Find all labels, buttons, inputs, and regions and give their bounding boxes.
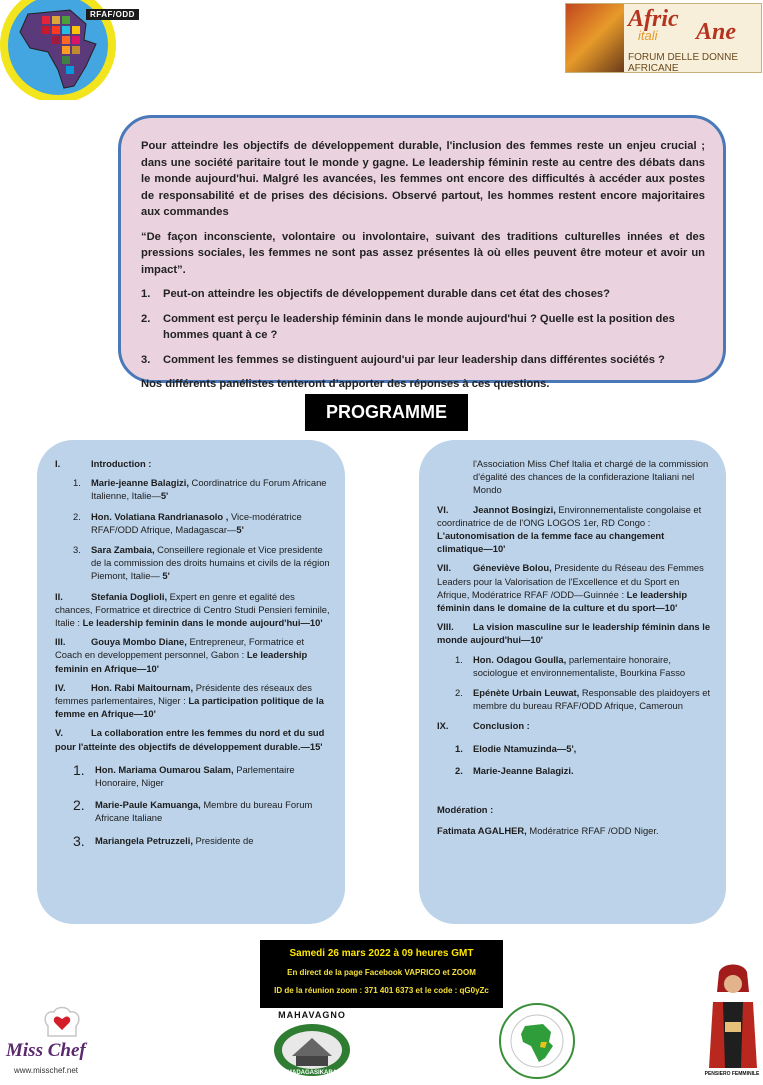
chef-hat-heart-icon	[42, 1006, 82, 1040]
question-text: Comment les femmes se distinguent aujourd'ui par leur leadership dans différentes sociétés ?	[163, 353, 665, 366]
speaker-name: Hon. Volatiana Randrianasolo ,	[91, 510, 229, 522]
item-number: 1.	[455, 742, 463, 754]
section-number: VII.	[437, 562, 452, 574]
question-item	[141, 352, 705, 369]
vaprico-africa-icon	[497, 1002, 577, 1080]
africane-word-itali: itali	[638, 28, 658, 43]
speaker-item	[73, 510, 331, 536]
section-title: Conclusion :	[473, 720, 530, 732]
item-number: 1.	[455, 653, 463, 665]
speaker-name: Gouya Mombo Diane,	[91, 636, 187, 648]
item-number: 1.	[73, 477, 81, 489]
speaker-name: Epénète Urbain Leuwat,	[473, 687, 580, 699]
event-zoom-id: ID de la réunion zoom : 371 401 6373 et le code : qG0yZc	[274, 986, 489, 995]
question-item	[141, 286, 705, 303]
mahavagno-logo	[262, 1010, 362, 1080]
speaker-desc: Présidente des réseaux des femmes parlementaires, Niger :	[55, 681, 312, 707]
section-5	[55, 726, 331, 752]
session-topic: Le leadership feminin en Afrique—10'	[55, 649, 308, 674]
moderator-name: Fatimata AGALHER,	[437, 825, 527, 837]
speaker-time: 5'	[236, 523, 244, 535]
speaker-desc: Expert en genre et egalité des chances, Formatrice et directrice di Centro Studi Pensieri feminile, Italie :	[55, 590, 330, 629]
section-title: La collaboration entre les femmes du nord et du sud pour l'atteinte des objectifs de développement durable.—15'	[55, 727, 325, 752]
section-number: VI.	[437, 503, 449, 515]
speaker-desc: Conseillere regionale et Vice presidente de la commission des droits humains et civils de la région Piemont, Italie—	[91, 544, 330, 582]
session-topic: Le leadership féminin dans le domaine de la culture et du sport—10'	[437, 588, 688, 614]
question-item	[141, 311, 705, 344]
speaker-name: Mariangela Petruzzeli,	[95, 834, 193, 846]
speaker-name: Géneviève Bolou,	[473, 562, 552, 574]
item-number: 2.	[73, 510, 81, 522]
question-text: Peut-on atteindre les objectifs de développement durable dans cet état des choses?	[163, 288, 610, 300]
item-number: 3.	[73, 832, 85, 849]
moderator-desc: Modératrice RFAF /ODD Niger.	[526, 825, 659, 837]
mahavagno-ring-text: MADAGASIKARA	[287, 1070, 337, 1076]
session-topic: Le leadership feminin dans le monde aujourd'hui—10'	[82, 617, 323, 629]
speaker-time: 5'	[162, 570, 170, 582]
misschef-logo	[6, 1004, 96, 1078]
moderation-line	[437, 824, 712, 837]
question-number: 3.	[141, 353, 151, 366]
speaker-desc: Environnementaliste congolaise et coordinatrice de de l'ONG LOGOS 1er, RD Congo :	[437, 503, 702, 528]
speaker-desc: parlementaire honoraire, sociologue et environnementaliste, Bourkina Fasso	[473, 653, 686, 678]
speaker-name: Sara Zambaia,	[91, 544, 155, 556]
speaker-name: Hon. Mariama Oumarou Salam,	[95, 763, 234, 775]
item-number: 3.	[73, 544, 81, 556]
speaker-desc: Vice-modératrice RFAF/ODD Afrique, Madagascar—	[91, 510, 302, 535]
speaker-item	[455, 653, 712, 679]
speaker-item	[73, 476, 331, 502]
speaker-desc: Membre du bureau Forum Africane Italiane	[95, 799, 313, 824]
programme-left-column	[37, 440, 345, 924]
event-date: Samedi 26 mars 2022 à 09 heures GMT	[289, 948, 474, 959]
section-title: La vision masculine sur le leadership féminin dans le monde aujourd'hui—10'	[437, 621, 711, 646]
programme-right-column	[419, 440, 726, 924]
speaker-name: Hon. Rabi Maitournam,	[91, 681, 194, 693]
speaker-item	[73, 834, 331, 848]
moderation-label: Modération :	[437, 804, 494, 816]
speaker-name: Marie-Paule Kamuanga,	[95, 799, 201, 811]
section-9	[437, 719, 712, 732]
conclusion-item	[455, 742, 712, 755]
section-2	[55, 590, 331, 630]
africane-word-afric: Afric	[628, 6, 679, 32]
speaker-item	[73, 763, 331, 789]
speaker-name: Marie-jeanne Balagizi,	[91, 477, 189, 489]
section-6	[437, 503, 712, 556]
section-title: Introduction :	[91, 458, 152, 469]
section-3	[55, 635, 331, 675]
section-7	[437, 561, 712, 614]
speaker-item	[455, 686, 712, 712]
africane-logo	[565, 3, 762, 73]
item-number: 2.	[455, 687, 463, 699]
section-number: V.	[55, 727, 63, 739]
mahavagno-title: MAHAVAGNO	[278, 1010, 346, 1020]
misschef-url: www.misschef.net	[14, 1066, 79, 1075]
item-number: 1.	[73, 761, 85, 778]
misschef-name: Miss Chef	[6, 1040, 86, 1061]
speaker-desc: Presidente de	[192, 834, 254, 846]
section-number: IX.	[437, 720, 449, 732]
section-number: IV.	[55, 681, 66, 693]
conclusion-item	[455, 764, 712, 777]
speaker-name: Stefania Doglioli,	[91, 590, 168, 602]
speaker-desc: Entrepreneur, Formatrice et Coach en developpement personnel, Gabon :	[55, 636, 305, 661]
section-8	[437, 620, 712, 646]
pensiero-femminile-logo	[703, 962, 761, 1080]
item-number: 2.	[455, 764, 463, 776]
conclusion-speaker: Elodie Ntamuzinda—5',	[473, 742, 577, 754]
question-number: 1.	[141, 288, 151, 300]
question-number: 2.	[141, 312, 151, 325]
intro-quote: “De façon inconsciente, volontaire ou involontaire, suivant des traditions culturelles innées et des pressions sociales, les femmes ne sont pas assez présentes là où elles peuvent être moteur et avoir un impact”.	[141, 230, 705, 276]
intro-questions	[141, 286, 705, 368]
speaker-item	[73, 543, 331, 583]
speaker-item	[73, 798, 331, 824]
africane-subtitle: FORUM DELLE DONNE AFRICANE	[628, 52, 739, 74]
pensiero-portrait-icon	[703, 962, 761, 1070]
conclusion-speaker: Marie-Jeanne Balagizi.	[473, 764, 574, 776]
africane-word-ane: Ane	[696, 19, 737, 45]
question-text: Comment est perçu le leadership féminin dans le monde aujourd'hui ? Quelle est la position des hommes quant à ce ?	[163, 312, 675, 341]
event-live-info: En direct de la page Facebook VAPRICO et ZOOM	[287, 968, 476, 977]
speaker-name: Hon. Odagou Goulla,	[473, 653, 567, 665]
item-number: 2.	[73, 797, 85, 814]
speaker-time: 5'	[160, 490, 169, 502]
section-4	[55, 681, 331, 721]
speaker-name: Jeannot Bosingizi,	[473, 503, 556, 515]
vaprico-logo	[497, 1002, 577, 1080]
session-topic: La participation politique de la femme en Afrique—10'	[55, 695, 324, 720]
session-topic: L'autonomisation de la femme face au changement climatique—10'	[437, 530, 665, 555]
section-number: II.	[55, 590, 63, 602]
section-number: VIII.	[437, 621, 454, 633]
intro-paragraph: Pour atteindre les objectifs de développement durable, l'inclusion des femmes reste un enjeu crucial ; dans une société paritaire tout le monde y gagne. Le leadership féminin reste au centre des débats dans le monde aujourd'hui. Malgré les avancées, les femmes ont encore des difficultés à accéder aux postes de responsabilité et de prises des décisions. Observé partout, les hommes restent encore majoritaires aux commandes	[141, 140, 705, 218]
speaker-desc: Responsable des plaidoyers et membre du bureau RFAF/ODD Afrique, Cameroun	[473, 687, 711, 712]
speaker-desc: Coordinatrice du Forum Africane Italienne, Italie—	[91, 477, 327, 502]
africane-artwork	[566, 4, 624, 72]
speaker-desc: Parlementaire Honoraire, Niger	[95, 763, 295, 789]
pensiero-label: PENSIERO FEMMINILE	[704, 1071, 760, 1077]
section-introduction	[55, 457, 331, 470]
event-banner	[260, 940, 503, 1008]
intro-closing: Nos différents panélistes tenteront d’apporter des réponses à ces questions.	[141, 378, 550, 390]
section-number: I.	[55, 458, 61, 469]
speaker-desc: Presidente du Réseau des Femmes Leaders pour la Valorisation de l'Excellence et du Sport en Afrique, Modératrice RFAF /ODD—Guinnée :	[437, 562, 704, 600]
rfaf-odd-label: RFAF/ODD	[86, 9, 139, 20]
programme-title: PROGRAMME	[305, 394, 468, 431]
intro-box	[118, 115, 726, 390]
section-number: III.	[55, 636, 66, 648]
continued-description: l'Association Miss Chef Italia et chargé de la commission d'égalité des chances de la confiderazione Italiani nel Mondo	[473, 458, 709, 496]
